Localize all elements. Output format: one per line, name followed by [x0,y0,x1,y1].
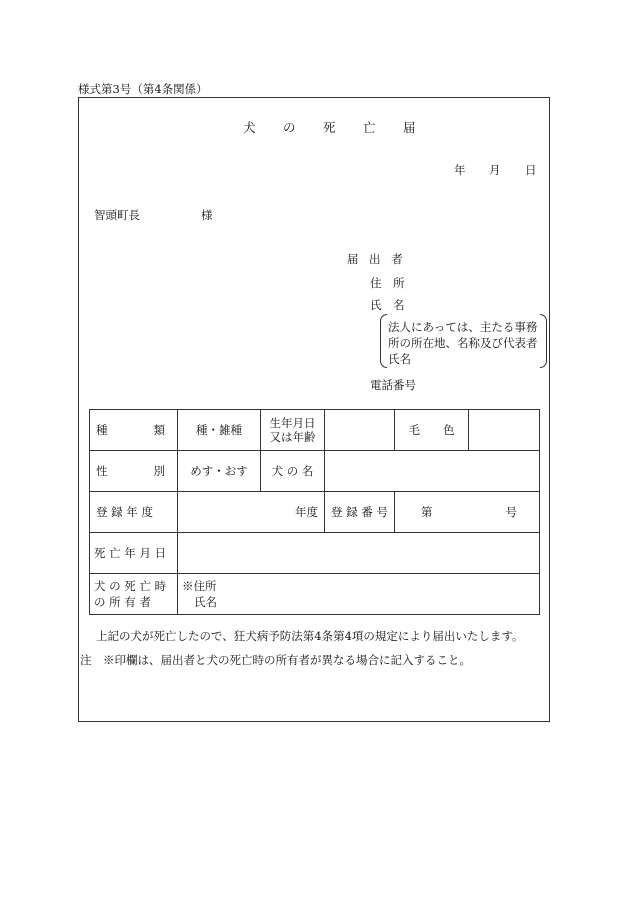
owner-label [90,574,178,615]
sex-label: 性 別 [90,451,178,492]
reg-no-suffix: 号 [505,505,517,519]
date-day: 日 [525,163,537,177]
reg-no-value[interactable] [395,492,540,533]
corp-note-line-3: 氏名 [388,352,411,366]
birth-label-line-1: 生年月日 [269,416,316,430]
reg-no-prefix: 第 [421,505,433,519]
owner-label-line-1: 犬 の 死 亡 時 [94,579,167,593]
corp-note-line-2: 所の所在地、名称及び代表者 [388,336,538,350]
table-row [90,574,540,615]
table-row [90,533,540,574]
addressee-name: 智頭町長 [94,208,140,222]
date-year: 年 [454,163,466,177]
breed-label: 種 類 [90,410,178,451]
owner-name-label: 氏名 [194,595,217,609]
reg-no-label: 登 録 番 号 [325,492,395,533]
coat-label: 毛 色 [395,410,469,451]
form-title: 犬 の 死 亡 届 [243,120,424,135]
footnote: 注 ※印欄は、届出者と犬の死亡時の所有者が異なる場合に記入すること。 [80,653,471,667]
owner-address-label: ※住所 [182,579,217,593]
applicant-name-label: 氏 名 [370,298,405,312]
death-date-label: 死 亡 年 月 日 [90,533,178,574]
birth-label [261,410,325,451]
applicant-heading: 届 出 者 [347,252,407,266]
birth-value[interactable] [325,410,395,451]
reg-year-value[interactable] [178,492,325,533]
table-row [90,492,540,533]
statement: 上記の犬が死亡したので、狂犬病予防法第4条第4項の規定により届出いたします。 [96,629,524,643]
birth-label-line-2: 又は年齢 [269,430,316,444]
form-id: 様式第3号（第4条関係） [78,82,208,96]
applicant-address-label: 住 所 [370,276,405,290]
reg-year-unit: 年度 [295,505,318,519]
date-month: 月 [489,163,501,177]
owner-value[interactable] [178,574,540,615]
coat-value[interactable] [469,410,540,451]
owner-label-line-2: の 所 有 者 [94,595,151,609]
sex-value: めす・おす [178,451,261,492]
table-row [90,451,540,492]
dog-name-label: 犬 の 名 [261,451,325,492]
brace-left [380,314,387,368]
brace-right [540,314,547,368]
table-row [90,410,540,451]
breed-value: 種・雑種 [178,410,261,451]
dog-name-value[interactable] [325,451,540,492]
reg-year-label: 登 録 年 度 [90,492,178,533]
applicant-phone-label: 電話番号 [370,378,416,392]
corp-note-line-1: 法人にあっては、主たる事務 [388,320,538,334]
dog-info-table [89,409,540,615]
death-date-value[interactable] [178,533,540,574]
addressee-honorific: 様 [201,208,213,222]
